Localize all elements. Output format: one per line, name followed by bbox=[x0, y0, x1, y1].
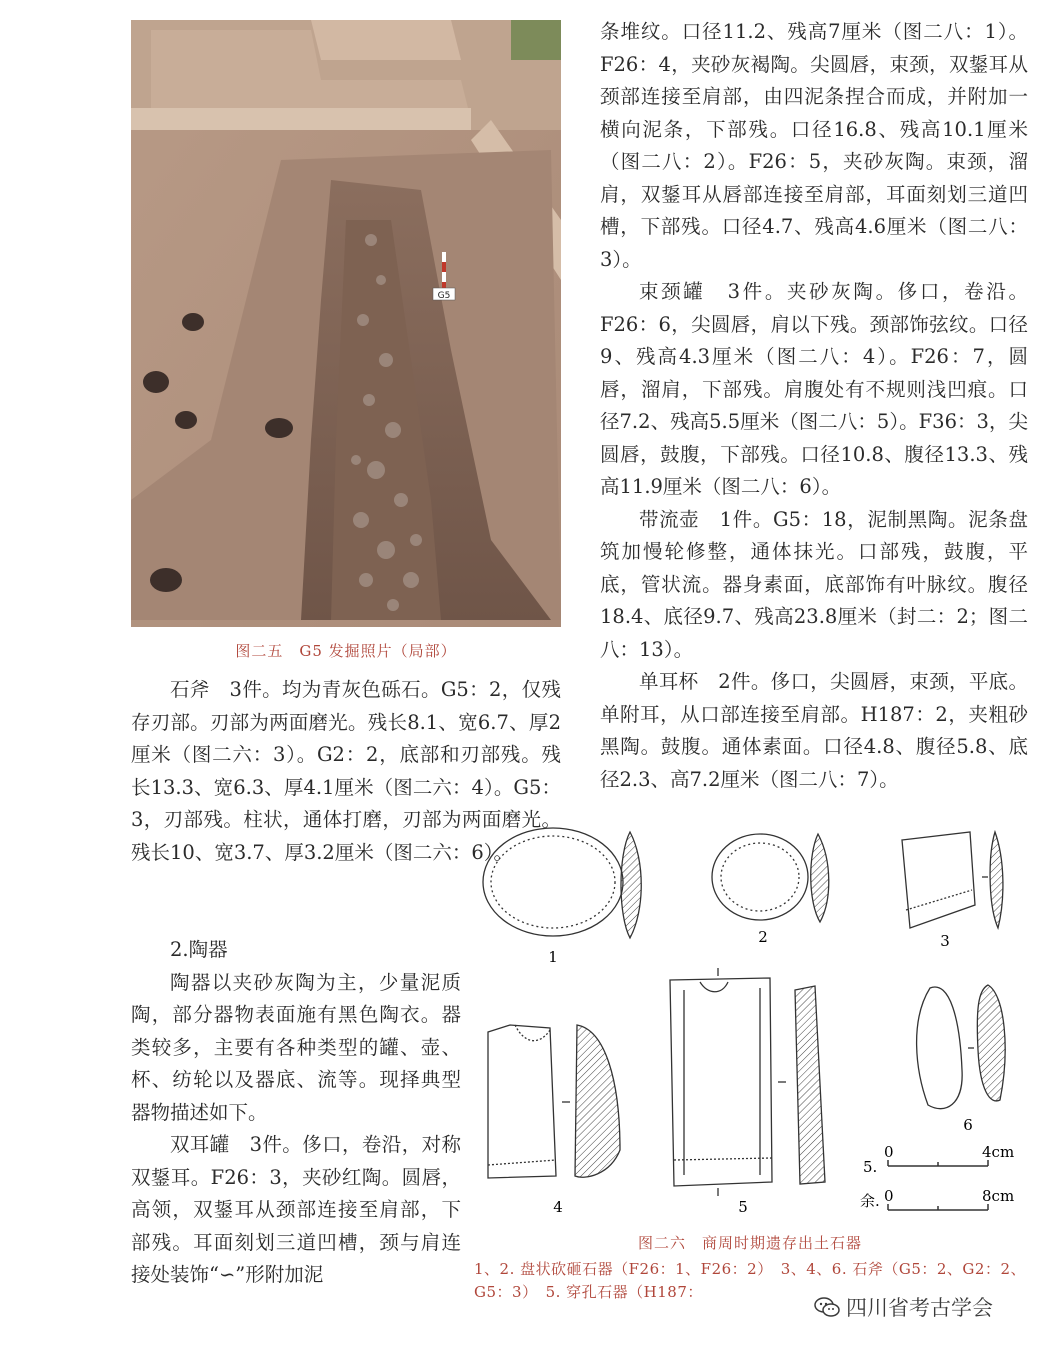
watermark-text: 四川省考古学会 bbox=[846, 1296, 993, 1320]
stone-tools-figure bbox=[470, 820, 1030, 1230]
shuangerguan-paragraph: 双耳罐 3件。侈口，卷沿，对称双鋬耳。F26：3，夹砂红陶。圆唇，高领，双鋬耳从颈部连接至肩部，下部残。耳面刻划三道凹槽，颈与肩连接处装饰“∽”形附加泥 bbox=[131, 1133, 461, 1286]
scale-b-zero: 0 bbox=[884, 1187, 894, 1205]
wechat-icon bbox=[814, 1296, 840, 1318]
dailiuhu-paragraph: 带流壶 1件。G5：18，泥制黑陶。泥条盘筑加慢轮修整，通体抹光。口部残，鼓腹，平底，管状流。器身素面，底部饰有叶脉纹。腹径18.4、底径9.7、残高23.8厘米（封二：2；图二八：13）。 bbox=[600, 507, 1028, 661]
fig-label-6: 6 bbox=[963, 1116, 973, 1134]
left-text-column-narrow bbox=[131, 934, 461, 1292]
scale-a-end: 4cm bbox=[982, 1143, 1015, 1161]
photo-marker-label: G5 bbox=[437, 291, 451, 301]
continuation-paragraph: 条堆纹。口径11.2、残高7厘米（图二八：1）。F26：4，夹砂灰褐陶。尖圆唇，束颈，双鋬耳从颈部连接至肩部，由四泥条捏合而成，并附加一横向泥条，下部残。口径16.8、残高10.1厘米（图二八：2）。F26：5，夹砂灰陶。束颈，溜肩，双鋬耳从唇部连接至肩部，耳面刻划三道凹槽，下部残。口径4.7、残高4.6厘米（图二八：3）。 bbox=[600, 20, 1028, 271]
figure-caption: 图二六 商周时期遗存出土石器 bbox=[637, 1234, 862, 1252]
scale-b-prefix: 余. bbox=[860, 1192, 880, 1210]
fig-label-3: 3 bbox=[940, 932, 950, 950]
scale-a-prefix: 5. bbox=[863, 1158, 878, 1176]
fig-label-1: 1 bbox=[548, 948, 558, 966]
excavation-photo bbox=[131, 20, 561, 627]
right-text-column bbox=[600, 16, 1028, 796]
wechat-watermark bbox=[810, 1290, 997, 1324]
shifu-paragraph: 石斧 3件。均为青灰色砾石。G5：2，仅残存刃部。刃部为两面磨光。残长8.1、宽6.7、厚2厘米（图二六：3）。G2：2，底部和刃部残。残长13.3、宽6.3、厚4.1厘米（图二六：4）。G5：3，刃部残。柱状，通体打磨，刃部为两面磨光。残长10、宽3.7、厚3.2厘米（图二六：6）。 bbox=[131, 678, 561, 864]
fig-label-2: 2 bbox=[758, 928, 768, 946]
shujingguan-paragraph: 束颈罐 3件。夹砂灰陶。侈口，卷沿。F26：6，尖圆唇，肩以下残。颈部饰弦纹。口径9、残高4.3厘米（图二八：4）。F26：7，圆唇，溜肩，下部残。肩腹处有不规则浅凹痕。口径7.2、残高5.5厘米（图二八：5）。F36：3，尖圆唇，鼓腹，下部残。口径10.8、腹径13.3、残高11.9厘米（图二八：6）。 bbox=[600, 280, 1028, 498]
fig-label-5: 5 bbox=[738, 1198, 748, 1216]
danerbei-paragraph: 单耳杯 2件。侈口，尖圆唇，束颈，平底。单附耳，从口部连接至肩部。H187：2，夹粗砂黑陶。鼓腹。通体素面。口径4.8、腹径5.8、底径2.3、高7.2厘米（图二八：7）。 bbox=[600, 670, 1028, 791]
pottery-intro-paragraph: 陶器以夹砂灰陶为主，少量泥质陶，部分器物表面施有黑色陶衣。器类较多，主要有各种类型的罐、壶、杯、纺轮以及器底、流等。现择典型器物描述如下。 bbox=[131, 970, 461, 1124]
photo-caption: 图二五 G5 发掘照片（局部） bbox=[235, 642, 457, 660]
scale-a-zero: 0 bbox=[884, 1143, 894, 1161]
fig-label-4: 4 bbox=[553, 1198, 563, 1216]
scale-b-end: 8cm bbox=[982, 1187, 1015, 1205]
figure-note: 1、2. 盘状砍砸石器（F26：1、F26：2） 3、4、6. 石斧（G5：2、G2：2、G5：3） 5. 穿孔石器（H187： bbox=[474, 1260, 1027, 1301]
section-heading-pottery: 2.陶器 bbox=[170, 938, 228, 961]
